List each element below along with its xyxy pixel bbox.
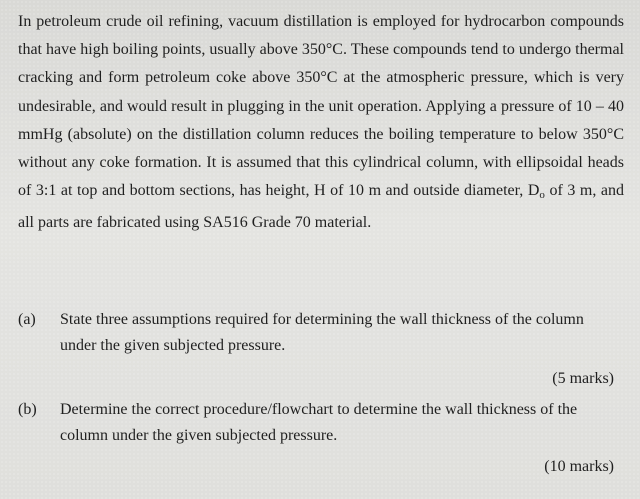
question-b-text: Determine the correct procedure/flowchart to determine the wall thickness of the column under the given subjected pressure. [60,401,578,444]
problem-statement [18,8,624,238]
question-a-label: (a) [18,311,36,328]
question-a-text: State three assumptions required for determining the wall thickness of the column under the given subjected pressure. [60,311,584,354]
problem-text-part2: of 3 m, and all parts are fabricated using SA516 Grade 70 material. [18,182,624,232]
question-b-label: (b) [18,401,37,418]
question-a [18,307,624,359]
problem-text-part1: In petroleum crude oil refining, vacuum distillation is employed for hydrocarbon compounds that have high boiling points, usually above 350°C. These compounds tend to undergo thermal cracking and form petroleum coke above 350°C at the atmospheric pressure, which is very undesirable, and would result in plugging in the unit operation. Applying a pressure of 10 – 40 mmHg (absolute) on the distillation column reduces the boiling temperature to below 350°C without any coke formation. It is assumed that this cylindrical column, with ellipsoidal heads of 3:1 at top and bottom sections, has height, H of 10 m and outside diameter, D [18,13,624,200]
question-a-marks: (5 marks) [552,370,614,387]
question-b-marks: (10 marks) [544,458,614,475]
diameter-subscript: o [539,189,545,202]
question-b [18,397,624,449]
